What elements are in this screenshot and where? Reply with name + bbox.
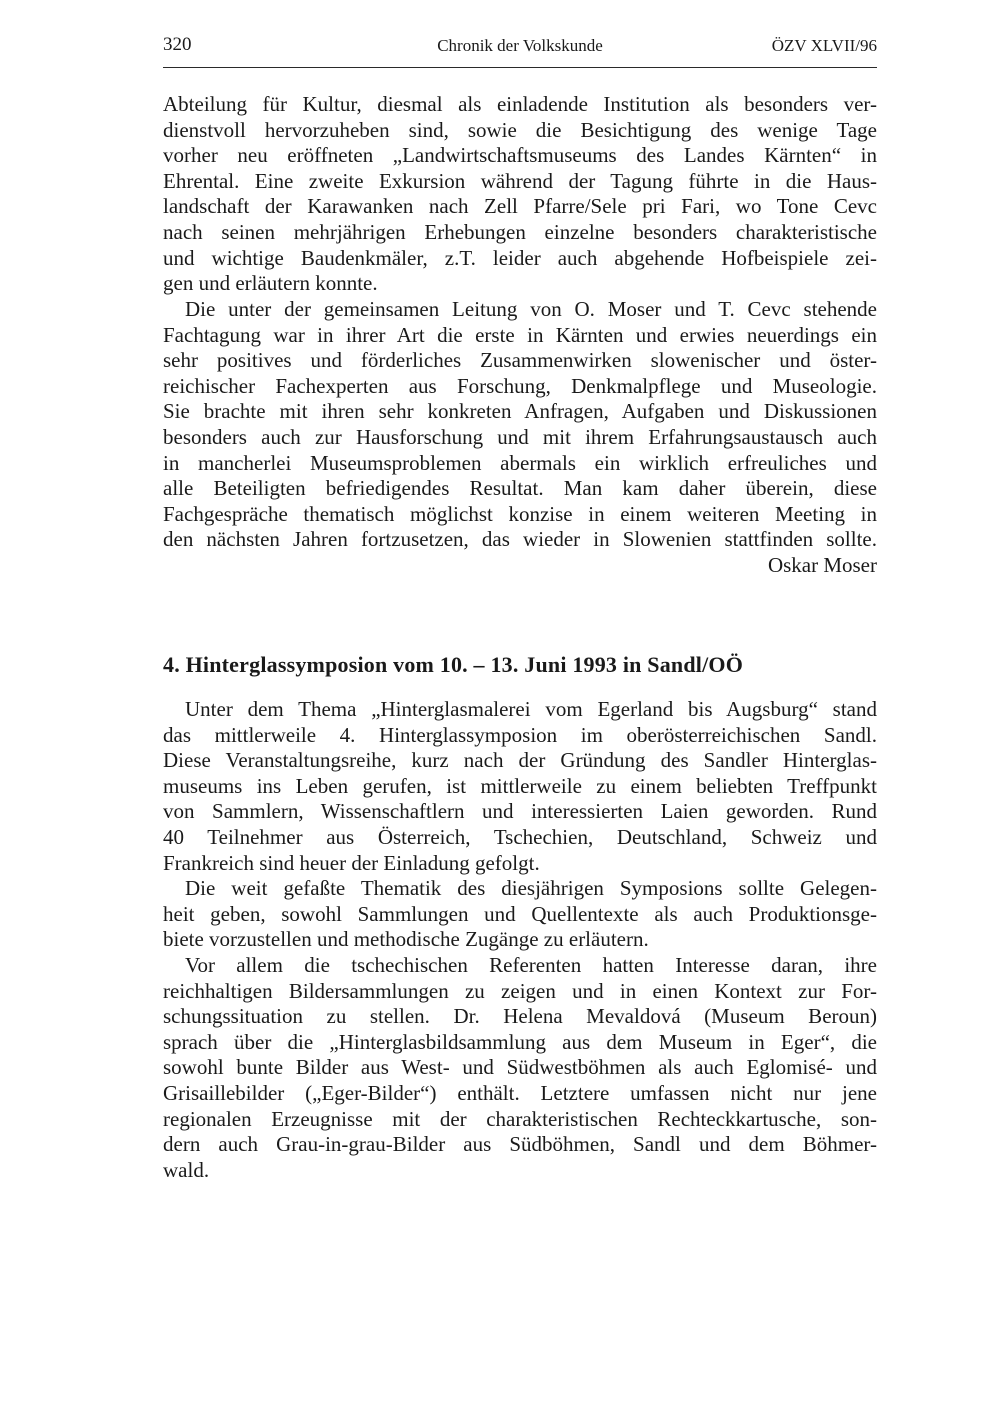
text-line: in mancherlei Museumsproblemen abermals ein wirklich erfreuliches und bbox=[163, 450, 877, 475]
text-line: wald. bbox=[163, 1157, 210, 1182]
text-line: sowohl bunte Bilder aus West- und Südwestböhmen als auch Eglomisé- und bbox=[163, 1055, 877, 1080]
text-line: museums ins Leben gerufen, ist mittlerweile zu einem beliebten Treffpunkt bbox=[163, 773, 877, 798]
text-line: reichhaltigen Bildersammlungen zu zeigen und in einen Kontext zur For- bbox=[163, 978, 877, 1003]
text-line: Grisaillebilder („Eger-Bilder“) enthält. Letztere umfassen nicht nur jene bbox=[163, 1080, 877, 1105]
text-line: und wichtige Baudenkmäler, z.T. leider auch abgehende Hofbeispiele zei- bbox=[163, 245, 877, 270]
text-line: Sie brachte mit ihren sehr konkreten Anfragen, Aufgaben und Diskussionen bbox=[163, 399, 877, 424]
text-line: dienstvoll hervorzuheben sind, sowie die Besichtigung des wenige Tage bbox=[163, 117, 877, 142]
text-line: Die unter der gemeinsamen Leitung von O. Moser und T. Cevc stehende bbox=[185, 297, 877, 321]
text-line: besonders auch zur Hausforschung und mit ihrem Erfahrungsaustausch auch bbox=[163, 424, 877, 449]
text-line: vorher neu eröffneten „Landwirtschaftsmuseums des Landes Kärnten“ in bbox=[163, 143, 877, 168]
paragraph bbox=[163, 697, 877, 876]
text-line: regionalen Erzeugnisse mit der charakteristischen Rechteckkartusche, son- bbox=[163, 1106, 877, 1131]
text-line: Ehrental. Eine zweite Exkursion während der Tagung führte in die Haus- bbox=[163, 168, 877, 193]
running-head bbox=[163, 30, 877, 60]
text-line: Vor allem die tschechischen Referenten hatten Interesse daran, ihre bbox=[185, 953, 877, 977]
text-line: Fachgespräche thematisch möglichst konzise in einem weiteren Meeting in bbox=[163, 501, 877, 526]
text-line: heit geben, sowohl Sammlungen und Quellentexte als auch Produktionsge- bbox=[163, 901, 877, 926]
text-line: reichischer Fachexperten aus Forschung, Denkmalpflege und Museologie. bbox=[163, 373, 877, 398]
running-title: Chronik der Volkskunde bbox=[437, 36, 603, 55]
paragraph bbox=[163, 92, 877, 297]
page-number: 320 bbox=[163, 34, 192, 55]
text-line: Abteilung für Kultur, diesmal als einladende Institution als besonders ver- bbox=[163, 92, 877, 116]
text-line: dern auch Grau-in-grau-Bilder aus Südböhmen, Sandl und dem Böhmer- bbox=[163, 1132, 877, 1157]
text-line: sprach über die „Hinterglasbildsammlung aus dem Museum in Eger“, die bbox=[163, 1029, 877, 1054]
volume-label: ÖZV XLVII/96 bbox=[771, 36, 877, 55]
paragraph bbox=[163, 297, 877, 579]
text-line: landschaft der Karawanken nach Zell Pfarre/Sele pri Fari, wo Tone Cevc bbox=[163, 194, 877, 219]
text-line: nach seinen mehrjährigen Erhebungen einzelne besonders charakteristische bbox=[163, 219, 877, 244]
paragraph bbox=[163, 953, 877, 1183]
text-line: schungssituation zu stellen. Dr. Helena Mevaldová (Museum Beroun) bbox=[163, 1004, 877, 1029]
text-line: Unter dem Thema „Hinterglasmalerei vom Egerland bis Augsburg“ stand bbox=[185, 697, 877, 721]
author-signature: Oskar Moser bbox=[767, 552, 877, 577]
text-line: Die weit gefaßte Thematik des diesjährigen Symposions sollte Gelegen- bbox=[185, 876, 877, 900]
text-line: den nächsten Jahren fortzusetzen, das wieder in Slowenien stattfinden sollte. bbox=[163, 527, 877, 552]
text-line: alle Beteiligten befriedigendes Resultat. Man kam daher überein, diese bbox=[163, 476, 877, 501]
paragraph bbox=[163, 876, 877, 953]
text-line: Frankreich sind heuer der Einladung gefolgt. bbox=[163, 850, 540, 875]
text-line: Diese Veranstaltungsreihe, kurz nach der Gründung des Sandler Hinterglas- bbox=[163, 748, 877, 773]
text-line: 40 Teilnehmer aus Österreich, Tschechien, Deutschland, Schweiz und bbox=[163, 824, 877, 849]
text-line: gen und erläutern konnte. bbox=[163, 271, 378, 296]
section-heading: 4. Hinterglassymposion vom 10. – 13. Juni 1993 in Sandl/OÖ bbox=[163, 652, 744, 677]
header-rule bbox=[163, 67, 877, 68]
text-line: biete vorzustellen und methodische Zugänge zu erläutern. bbox=[163, 927, 649, 952]
text-line: Fachtagung war in ihrer Art die erste in Kärnten und erwies neuerdings ein bbox=[163, 322, 877, 347]
text-line: von Sammlern, Wissenschaftlern und interessierten Laien geworden. Rund bbox=[163, 799, 877, 824]
text-line: sehr positives und förderliches Zusammenwirken slowenischer und öster- bbox=[163, 348, 877, 373]
text-line: das mittlerweile 4. Hinterglassymposion im oberösterreichischen Sandl. bbox=[163, 722, 877, 747]
